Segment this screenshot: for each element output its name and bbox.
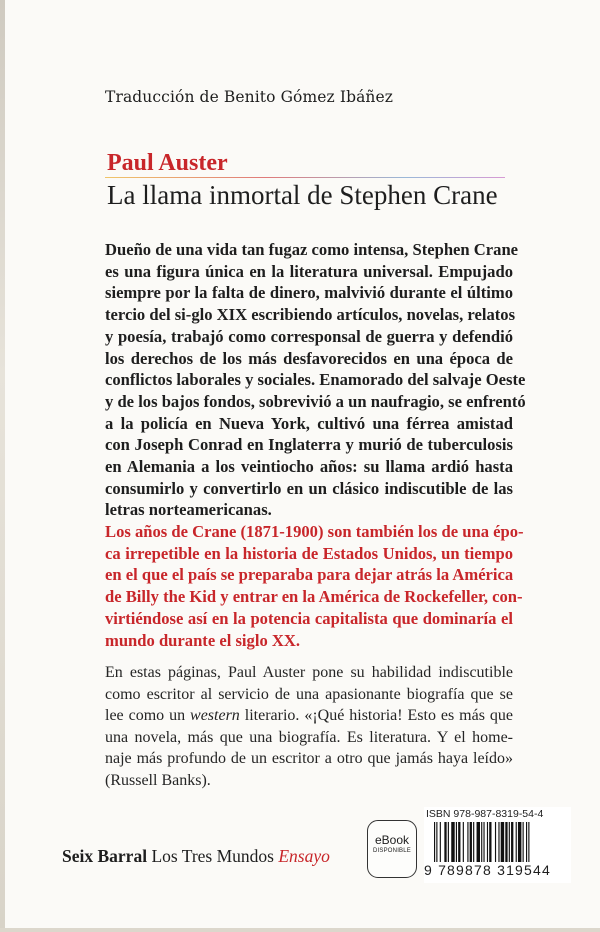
review-line — [105, 705, 513, 727]
book-edge-shadow — [0, 0, 5, 932]
blurb-line: con Joseph Conrad en Inglaterra y murió de tuberculosis — [105, 435, 513, 455]
book-title: La llama inmortal de Stephen Crane — [107, 180, 498, 210]
blurb-line: Dueño de una vida tan fugaz como intensa, Stephen Crane — [105, 240, 519, 259]
blurb-highlight-line: en el que el país se preparaba para dejar atrás la América — [105, 565, 514, 585]
review-text: literario. «¡Qué historia! Esto es más que — [239, 707, 514, 724]
author-name: Paul Auster — [107, 150, 228, 176]
translator-credit: Traducción de Benito Gómez Ibáñez — [105, 88, 394, 106]
review-line: (Russell Banks). — [105, 771, 211, 789]
review-line: una novela, más que una biografía. Es literatura. Y el home- — [105, 728, 513, 746]
publisher-imprint — [62, 846, 330, 867]
blurb-highlight — [105, 521, 524, 651]
collection-name: Los Tres Mundos — [151, 846, 274, 866]
publisher-name: Seix Barral — [62, 846, 148, 866]
barcode-icon — [434, 822, 564, 864]
blurb-line: consumirlo y convertirlo en un clásico indiscutible de las — [105, 478, 513, 498]
blurb-review — [105, 662, 513, 791]
barcode-digits: 9 789878 319544 — [424, 862, 551, 878]
blurb-line: los derechos de los más desfavorecidos en una época de — [105, 348, 513, 368]
blurb-line: a la policía en Nueva York, cultivó una férrea amistad — [105, 413, 513, 433]
blurb-line: conflictos laborales y sociales. Enamorado del salvaje Oeste — [105, 370, 526, 390]
blurb-line: y poesía, trabajó como corresponsal de guerra y defendió — [105, 326, 513, 346]
blurb-line: letras norteamericanas. — [105, 500, 272, 520]
review-line: naje más profundo de un escritor a otro que jamás haya leído» — [105, 750, 513, 767]
review-line: como escritor al servicio de una apasionante biografía que se — [105, 685, 513, 703]
ebook-sub-label: DISPONIBLE — [372, 848, 411, 854]
series-name: Ensayo — [278, 846, 330, 866]
review-emphasis: western — [190, 707, 240, 724]
blurb-highlight-line: Los años de Crane (1871-1900) son también los de una épo- — [105, 522, 524, 541]
blurb-highlight-line: mundo durante el siglo XX. — [105, 630, 301, 650]
blurb-line: es una figura única en la literatura universal. Empujado — [105, 261, 513, 281]
blurb-line: tercio del si-glo XIX escribiendo artículos, novelas, relatos — [105, 305, 516, 325]
blurb-highlight-line: virtiéndose así en la potencia capitalista que dominaría el — [105, 608, 513, 628]
blurb-line: y de los bajos fondos, sobrevivió a un naufragio, se enfrentó — [105, 391, 526, 411]
blurb-line: en Alemania a los veintiocho años: su llama ardió hasta — [105, 457, 513, 477]
ebook-badge — [367, 820, 417, 878]
decorative-rainbow-rule — [105, 177, 505, 178]
ebook-label: eBook — [374, 833, 410, 847]
blurb-main — [105, 239, 526, 521]
review-line: En estas páginas, Paul Auster pone su habilidad indiscutible — [105, 664, 513, 681]
blurb-line: siempre por la falta de dinero, malvivió durante el último — [105, 283, 513, 303]
book-bottom-edge — [0, 928, 600, 932]
review-text: lee como un — [105, 707, 191, 724]
isbn-label: ISBN 978-987-8319-54-4 — [426, 808, 544, 820]
blurb-highlight-line: ca irrepetible en la historia de Estados Unidos, un tiempo — [105, 543, 513, 563]
blurb-highlight-line: de Billy the Kid y entrar en la América de Rockefeller, con- — [105, 587, 523, 607]
